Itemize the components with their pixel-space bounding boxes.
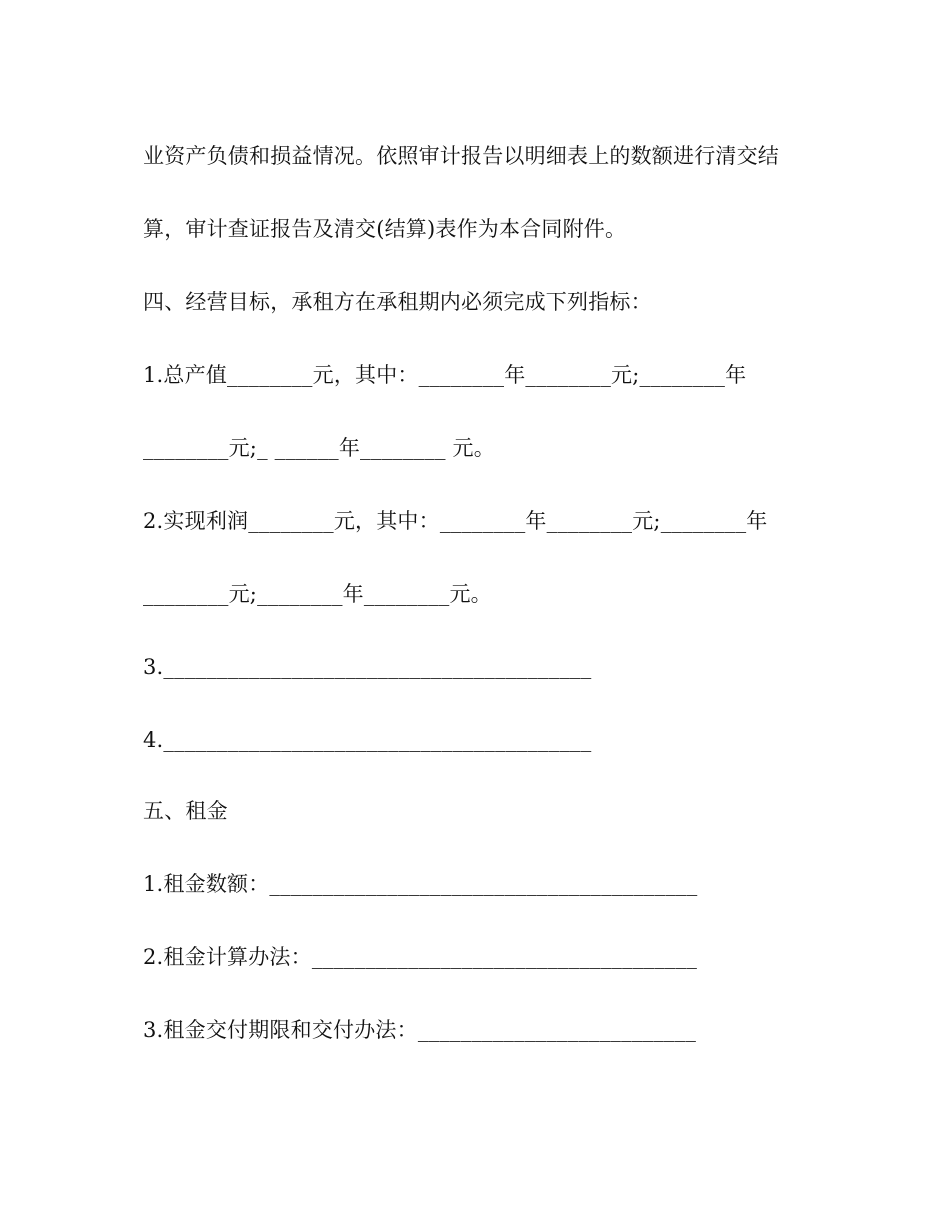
item-total-output-value: 1.总产值________元，其中：________年________元;________年 — [143, 363, 747, 387]
rent-amount-line: 1.租金数额：________________________________________ — [143, 872, 698, 896]
item-3-blank: 3.________________________________________ — [143, 655, 592, 679]
item-total-output-value-cont: ________元;_ ______年________ 元。 — [143, 436, 495, 460]
item-4-blank: 4.________________________________________ — [143, 728, 592, 752]
rent-payment-terms-line: 3.租金交付期限和交付办法：__________________________ — [143, 1018, 697, 1042]
section-heading-business-goals: 四、经营目标，承租方在承租期内必须完成下列指标： — [143, 290, 652, 314]
paragraph-line: 业资产负债和损益情况。依照审计报告以明细表上的数额进行清交结 — [143, 144, 779, 168]
paragraph-line: 算，审计查证报告及清交(结算)表作为本合同附件。 — [143, 217, 627, 241]
section-heading-rent: 五、租金 — [143, 799, 228, 823]
item-realized-profit: 2.实现利润________元，其中：________年________元;________年 — [143, 509, 768, 533]
item-realized-profit-cont: ________元;________年________元。 — [143, 582, 492, 606]
rent-calculation-line: 2.租金计算办法：____________________________________ — [143, 945, 698, 969]
